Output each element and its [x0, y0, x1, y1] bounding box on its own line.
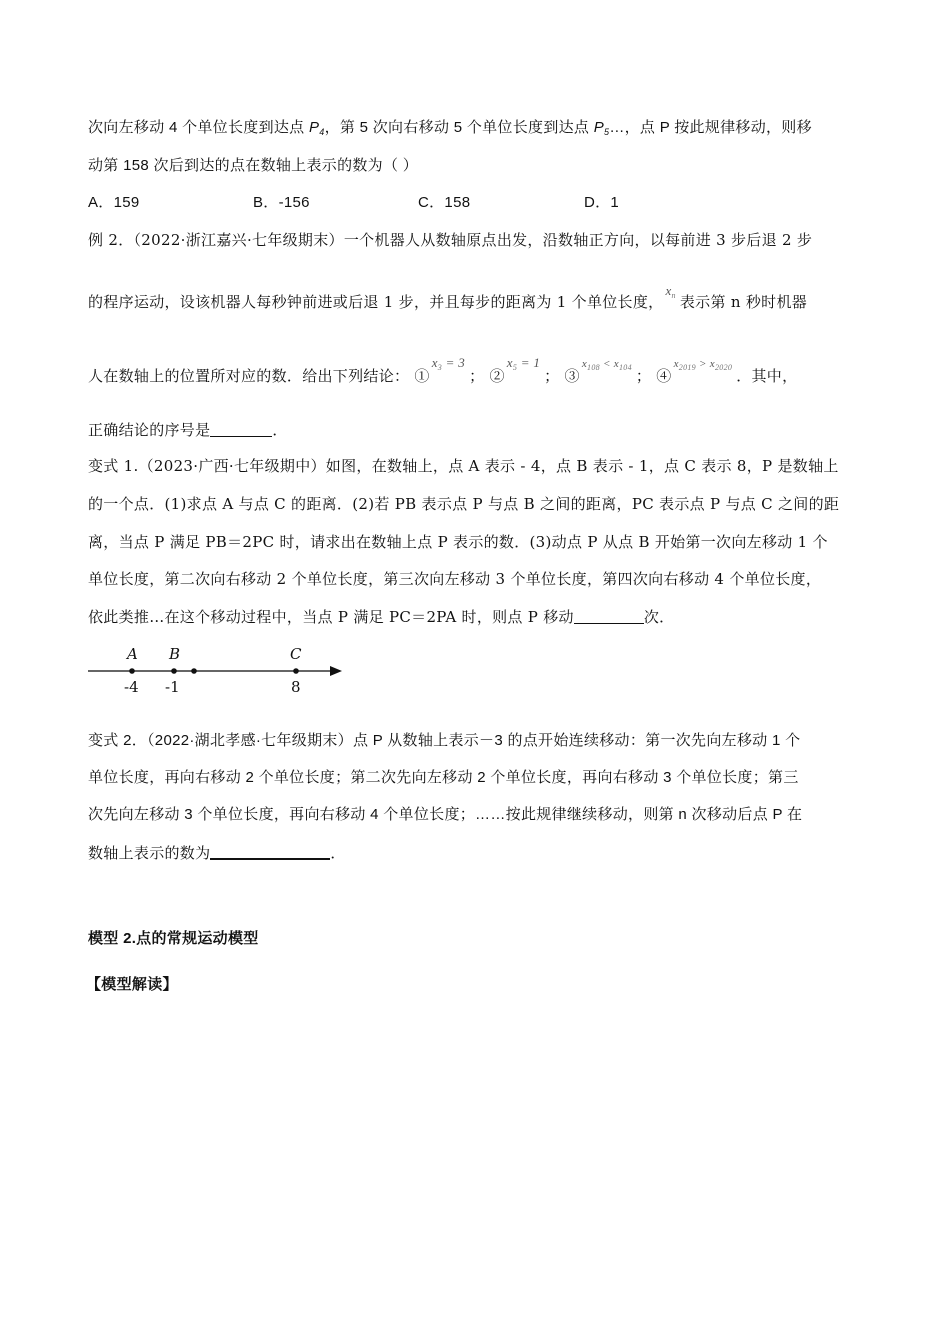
variant2-line-3: 次先向左移动 3 个单位长度，再向右移动 4 个单位长度；……按此规律继续移动，则第 n 次移动后点 P 在 [88, 806, 803, 823]
example2-line-3 [88, 355, 868, 392]
option-c: C．158 [418, 194, 471, 211]
var-x: x [665, 283, 672, 298]
var: x [581, 358, 588, 370]
section-title: 模型 2.点的常规运动模型 [88, 930, 259, 947]
math-expr [674, 354, 733, 378]
text: 表示第 n 秒时机器 [679, 293, 808, 311]
relation: = 1 [517, 355, 541, 370]
variant1-line-3: 离，当点 P 满足 PB＝2PC 时，请求出在数轴上点 P 表示的数．(3)动点 P 从点 B 开始第一次向左移动 1 个 [88, 533, 828, 551]
subscript: 2019 [678, 363, 696, 372]
text: …，点 P 按此规律移动，则移 [609, 119, 812, 136]
option-d: D．1 [584, 194, 620, 211]
var-p: P [308, 119, 320, 136]
example2-line-2 [88, 283, 868, 318]
answer-options [88, 193, 868, 213]
variant1-line-5 [88, 607, 868, 627]
subscript: 4 [319, 127, 325, 137]
text: ． [272, 421, 288, 439]
text: 次． [643, 608, 675, 626]
separator: ； [544, 367, 560, 385]
tick-label-a: -4 [124, 678, 139, 696]
separator: ； [469, 367, 485, 385]
var: x [709, 358, 715, 370]
conclusion-4 [656, 358, 798, 385]
text: ，第 5 次向右移动 5 个单位长度到达点 [324, 119, 594, 136]
point-label-a: A [127, 645, 138, 663]
math-expr [507, 353, 540, 378]
variant2-line-2: 单位长度，再向右移动 2 个单位长度；第二次先向左移动 2 个单位长度，再向右移动 3 个单位长度；第三 [88, 769, 799, 786]
option-b: B．-156 [253, 194, 310, 211]
number-line-figure [86, 642, 346, 698]
math-expr [432, 353, 465, 378]
text: 的程序运动，设该机器人每秒钟前进或后退 1 步，并且每步的距离为 1 个单位长度， [88, 293, 664, 311]
example2-line-4 [88, 420, 868, 440]
relation: < [599, 358, 614, 370]
arrow-icon [330, 666, 342, 676]
subscript: 104 [618, 363, 632, 372]
point-label-b: B [169, 645, 181, 663]
subscript: 5 [512, 363, 518, 372]
prev-problem-line-2: 动第 158 次后到达的点在数轴上表示的数为（ ） [88, 157, 419, 174]
subscript: 108 [587, 363, 600, 372]
subscript: 2020 [714, 363, 733, 372]
relation: > [695, 358, 710, 370]
separator: ．其中， [736, 367, 798, 385]
answer-blank[interactable] [210, 843, 330, 860]
example2-line-1: 例 2．（2022·浙江嘉兴·七年级期末）一个机器人从数轴原点出发，沿数轴正方向，以每前进 3 步后退 2 步 [88, 231, 813, 249]
tick-label-b: -1 [165, 678, 180, 696]
var: x [506, 355, 513, 370]
variant1-line-1: 变式 1.（2023·广西·七年级期中）如图，在数轴上，点 A 表示 - 4，点 B 表示 - 1，点 C 表示 8，P 是数轴上 [88, 457, 839, 475]
section-subtitle: 【模型解读】 [86, 976, 178, 993]
text: ． [330, 845, 346, 862]
marker: ④ [656, 367, 672, 385]
marker: ③ [564, 367, 580, 385]
marker: ② [489, 367, 505, 385]
tick-label-c: 8 [291, 678, 301, 696]
math-xn [665, 281, 675, 306]
subscript: 5 [604, 127, 610, 137]
prev-problem-line-1 [88, 118, 868, 142]
point-label-c: C [290, 645, 302, 663]
var: x [613, 358, 619, 370]
conclusion-3 [564, 358, 652, 385]
var-p: P [593, 119, 605, 136]
option-a: A．159 [88, 194, 140, 211]
text: 依此类推…在这个移动过程中，当点 P 满足 PC＝2PA 时，则点 P 移动 [88, 608, 574, 626]
text: 正确结论的序号是 [88, 421, 211, 439]
text: 数轴上表示的数为 [88, 845, 211, 862]
variant1-line-4: 单位长度，第二次向右移动 2 个单位长度，第三次向左移动 3 个单位长度，第四次向右移动 4 个单位长度， [88, 570, 822, 588]
marker: ① [414, 367, 430, 385]
relation: = 3 [442, 355, 466, 370]
var: x [431, 355, 438, 370]
variant2-line-4 [88, 843, 868, 864]
subscript: n [671, 291, 676, 300]
math-expr [582, 354, 632, 378]
variant2-line-1: 变式 2．（2022·湖北孝感·七年级期末）点 P 从数轴上表示－3 的点开始连续移动：第一次先向左移动 1 个 [88, 732, 801, 749]
subscript: 3 [437, 363, 443, 372]
answer-blank[interactable] [574, 608, 644, 624]
var: x [673, 358, 679, 370]
separator: ； [635, 367, 652, 385]
answer-blank[interactable] [210, 421, 272, 437]
variant1-line-2: 的一个点．(1)求点 A 与点 C 的距离．(2)若 PB 表示点 P 与点 B 之间的距离，PC 表示点 P 与点 C 之间的距 [88, 495, 840, 513]
conclusion-2 [489, 355, 560, 385]
text: 人在数轴上的位置所对应的数．给出下列结论： [88, 367, 410, 385]
text: 次向左移动 4 个单位长度到达点 [88, 119, 309, 136]
conclusion-1 [414, 355, 485, 385]
